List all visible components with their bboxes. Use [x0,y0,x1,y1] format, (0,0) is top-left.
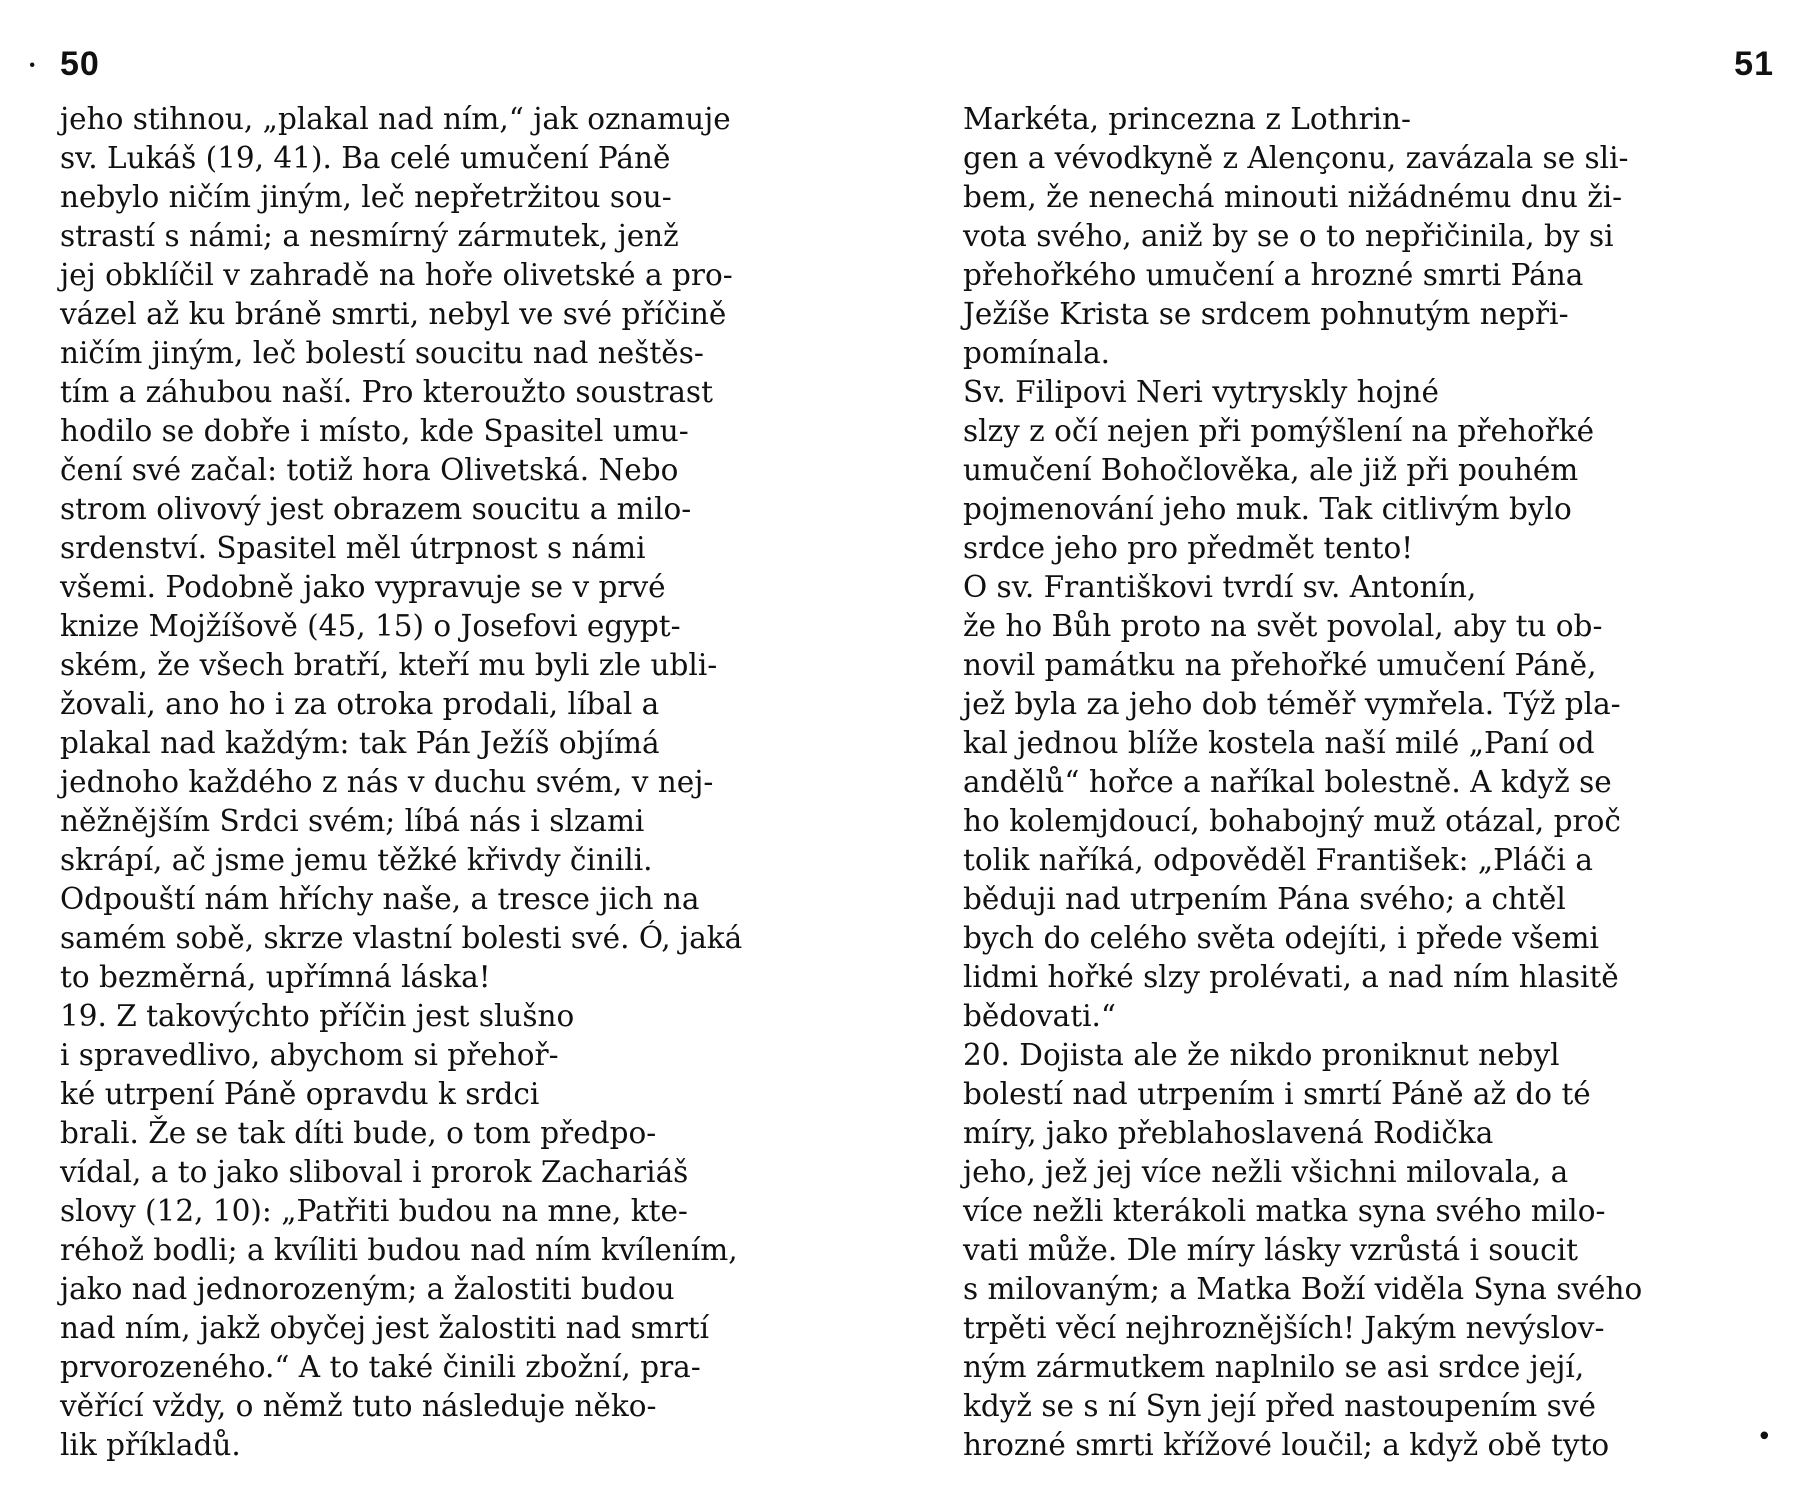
page-number-left: 50 [60,45,100,83]
text-line: srdce jeho pro předmět tento! [963,531,1414,565]
text-line: jeho, jež jej více nežli všichni milovala, a [963,1155,1569,1189]
left-page [0,0,900,1500]
text-line: bem, že nenechá minouti nižádnému dnu ži- [963,180,1623,214]
text-line: ho kolemjdoucí, bohabojný muž otázal, proč [963,804,1621,838]
text-line: réhož bodli; a kvíliti budou nad ním kvílením, [60,1233,738,1267]
text-line: přehořkého umučení a hrozné smrti Pána [963,258,1584,292]
margin-bullet-mark: • [1756,1422,1772,1452]
text-line: více nežli kterákoli matka syna svého milo- [963,1194,1606,1228]
text-line: bědovati.“ [963,999,1116,1033]
text-line: Ježíše Krista se srdcem pohnutým nepři- [963,297,1569,331]
text-line: když se s ní Syn její před nastoupením své [963,1389,1596,1423]
text-line: nad ním, jakž obyčej jest žalostiti nad smrtí [60,1311,710,1345]
text-line: plakal nad každým: tak Pán Ježíš objímá [60,726,660,760]
right-page [900,0,1802,1500]
text-line: gen a vévodkyně z Alençonu, zavázala se sli- [963,141,1629,175]
text-line: něžnějším Srdci svém; líbá nás i slzami [60,804,645,838]
text-line: pomínala. [963,336,1111,370]
text-line: srdenství. Spasitel měl útrpnost s námi [60,531,646,565]
text-line: vídal, a to jako sliboval i prorok Zachariáš [60,1155,689,1189]
text-line: ničím jiným, leč bolestí soucitu nad neštěs- [60,336,704,370]
text-line: O sv. Františkovi tvrdí sv. Antonín, [963,570,1477,604]
text-line: skrápí, ač jsme jemu těžké křivdy činili. [60,843,653,877]
right-page-text [963,100,1775,1465]
text-line: věřící vždy, o němž tuto následuje někо- [60,1389,657,1423]
text-line: vota svého, aniž by se o to nepřičinila, by si [963,219,1614,253]
text-line: strastí s námi; a nesmírný zármutek, jenž [60,219,679,253]
text-line: slovy (12, 10): „Patřiti budou na mne, kte- [60,1194,688,1228]
text-line: jednoho každého z nás v duchu svém, v nej- [60,765,714,799]
text-line: tolik naříká, odpověděl František: „Pláči a [963,843,1593,877]
text-line: prvorozeného.“ A to také činili zbožní, pra- [60,1350,701,1384]
text-line: míry, jako přeblahoslavená Rodička [963,1116,1494,1150]
text-line: umučení Bohočlověka, ale již při pouhém [963,453,1579,487]
text-line: to bezměrná, upřímná láska! [60,960,491,994]
text-line: pojmenování jeho muk. Tak citlivým bylo [963,492,1572,526]
text-line: vázel až ku bráně smrti, nebyl ve své příčině [60,297,727,331]
text-line: andělů“ hořce a naříkal bolestně. A když se [963,765,1612,799]
text-line: běduji nad utrpením Pána svého; a chtěl [963,882,1566,916]
text-line: novil památku na přehořké umučení Páně, [963,648,1597,682]
text-line: kal jednou blíže kostela naší milé „Paní od [963,726,1595,760]
text-line: hodilo se dobře i místo, kde Spasitel umu- [60,414,689,448]
text-line: jej obklíčil v zahradě na hoře olivetské a pro- [60,258,733,292]
text-line: ském, že všech bratří, kteří mu byli zle ubli- [60,648,718,682]
text-line: jež byla za jeho dob téměř vymřela. Týž pla- [963,687,1621,721]
text-line: vati může. Dle míry lásky vzrůstá i soucit [963,1233,1578,1267]
text-line: lidmi hořké slzy prolévati, a nad ním hlasitě [963,960,1619,994]
text-line: ké utrpení Páně opravdu k srdci [60,1077,540,1111]
text-line: žovali, ano ho i za otroka prodali, líbal a [60,687,660,721]
margin-dot-mark: · [28,50,37,79]
text-line: že ho Bůh proto na svět povolal, aby tu ob- [963,609,1603,643]
text-line: s milovaným; a Matka Boží viděla Syna svého [963,1272,1643,1306]
text-line: Sv. Filipovi Neri vytryskly hojné [963,375,1440,409]
text-line: bych do celého světa odejíti, i přede všemi [963,921,1599,955]
text-line: bolestí nad utrpením i smrtí Páně až do té [963,1077,1591,1111]
text-line: 19. Z takovýchto příčin jest slušno [60,999,575,1033]
text-line: knize Mojžíšově (45, 15) o Josefovi egypt- [60,609,681,643]
text-line: sv. Lukáš (19, 41). Ba celé umučení Páně [60,141,671,175]
text-line: čení své začal: totiž hora Olivetská. Nebo [60,453,679,487]
text-line: jako nad jednorozeným; a žalostiti budou [60,1272,675,1306]
text-line: samém sobě, skrze vlastní bolesti své. Ó, jaká [60,921,743,955]
text-line: jeho stihnou, „plakal nad ním,“ jak oznamuje [60,102,731,136]
text-line: slzy z očí nejen při pomýšlení na přehořké [963,414,1595,448]
left-page-text [60,100,880,1465]
text-line: tím a záhubou naší. Pro kteroužto soustrast [60,375,713,409]
text-line: lik příkladů. [60,1428,241,1462]
page-number-right: 51 [1734,45,1774,83]
text-line: Odpouští nám hříchy naše, a tresce jich na [60,882,700,916]
text-line: hrozné smrti křížové loučil; a když obě tyto [963,1428,1610,1462]
text-line: brali. Že se tak díti bude, o tom předpo- [60,1116,657,1150]
text-line: i spravedlivo, abychom si přehoř- [60,1038,559,1072]
text-line: nebylo ničím jiným, leč nepřetržitou sou- [60,180,672,214]
text-line: strom olivový jest obrazem soucitu a milo- [60,492,692,526]
text-line: všemi. Podobně jako vypravuje se v prvé [60,570,666,604]
text-line: Markéta, princezna z Lothrin- [963,102,1411,136]
text-line: ným zármutkem naplnilo se asi srdce její, [963,1350,1585,1384]
text-line: trpěti věcí nejhroznějších! Jakým nevýslov- [963,1311,1605,1345]
text-line: 20. Dojista ale že nikdo proniknut nebyl [963,1038,1560,1072]
